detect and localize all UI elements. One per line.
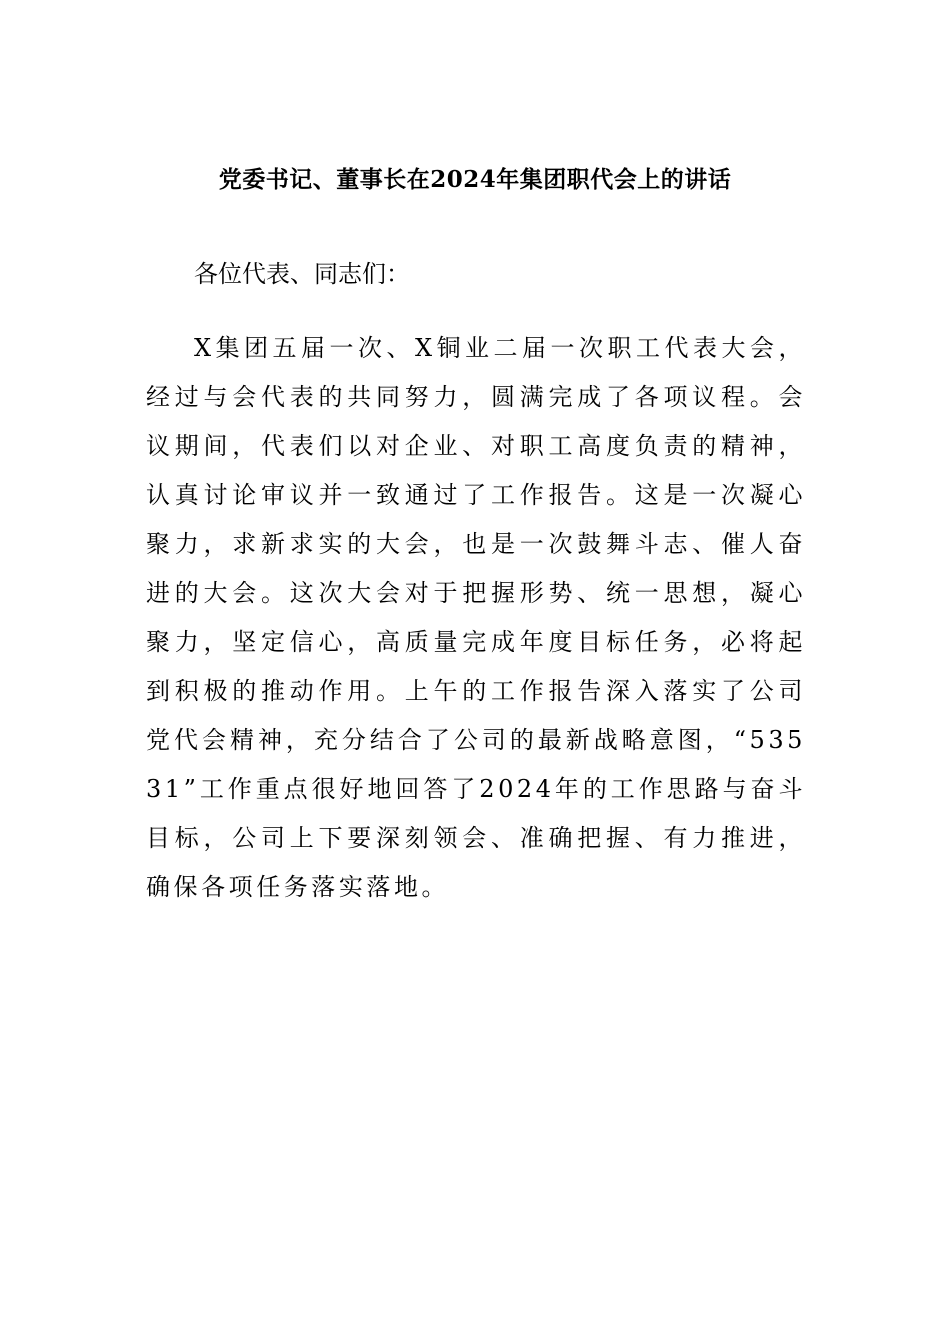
- body-paragraph: X集团五届一次、X铜业二届一次职工代表大会，经过与会代表的共同努力，圆满完成了各项议程。会议期间，代表们以对企业、对职工高度负责的精神，认真讨论审议并一致通过了工作报告。这是一次凝心聚力，求新求实的大会，也是一次鼓舞斗志、催人奋进的大会。这次大会对于把握形势、统一思想，凝心聚力，坚定信心，高质量完成年度目标任务，必将起到积极的推动作用。上午的工作报告深入落实了公司党代会精神，充分结合了公司的最新战略意图，“53531”工作重点很好地回答了2024年的工作思路与奋斗目标，公司上下要深刻领会、准确把握、有力推进，确保各项任务落实落地。: [146, 334, 806, 901]
- salutation: 各位代表、同志们：: [194, 260, 410, 288]
- document-title: 党委书记、董事长在2024年集团职代会上的讲话: [218, 166, 732, 193]
